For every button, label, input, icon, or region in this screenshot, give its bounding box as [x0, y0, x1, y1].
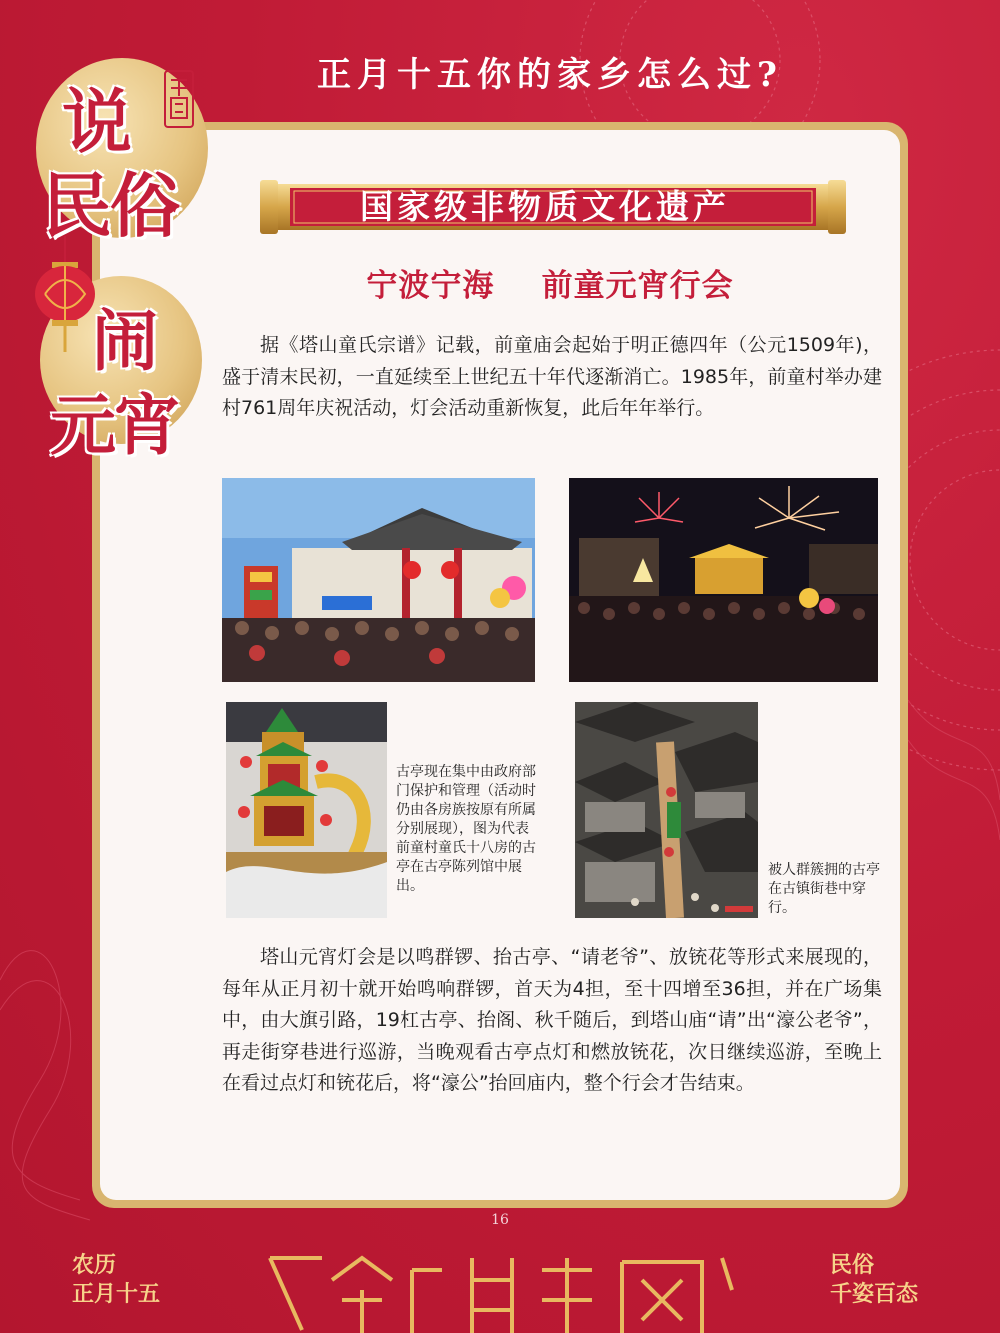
- lantern-icon: [30, 236, 100, 356]
- seal-stamp-icon: [164, 70, 194, 128]
- photo-aerial-rooftops: [575, 702, 758, 918]
- badge-text-shuo: 说: [62, 80, 130, 163]
- badge-text-yuanxiao: 元宵: [50, 386, 178, 464]
- caption-aerial-rooftops: 被人群簇拥的古亭在古镇街巷中穿行。: [768, 862, 880, 916]
- header-title: 正月十五你的家乡怎么过?: [317, 55, 783, 95]
- footer-left-line2: 正月十五: [72, 1282, 161, 1307]
- photo-temple-gate-crowd: [222, 478, 535, 682]
- photo-pavilion-exhibit: [226, 702, 387, 918]
- footer-right-text: [830, 1251, 918, 1309]
- article-paragraph-1: 据《塔山童氏宗谱》记载，前童庙会起始于明正德四年（公元1509年)，盛于清末民初，一直延续至上世纪五十年代逐渐消亡。1985年，前童村举办建村761周年庆祝活动，灯会活动重新恢复，此后年年举行。: [222, 334, 882, 419]
- article-title: 宁波宁海 前童元宵行会: [366, 268, 734, 304]
- footer-calligraphy-art: [262, 1250, 738, 1333]
- footer-left-text: [72, 1251, 160, 1309]
- photo-night-fireworks: [569, 478, 878, 682]
- footer-right-line2: 千姿百态: [830, 1282, 919, 1307]
- heritage-banner-text: 国家级非物质文化遗产: [360, 187, 730, 226]
- badge-text-minsu: 民俗: [42, 164, 178, 247]
- footer-left-line1: 农历: [72, 1253, 117, 1278]
- footer-right-line1: 民俗: [830, 1253, 875, 1278]
- caption-pavilion-exhibit: 古亭现在集中由政府部门保护和管理（活动时仍由各房族按原有所属分别展现），图为代表前童村童氏十八房的古亭在古亭陈列馆中展出。: [396, 764, 536, 894]
- article-paragraph-2: 塔山元宵灯会是以鸣群锣、抬古亭、“请老爷”、放铳花等形式来展现的，每年从正月初十就开始鸣响群锣，首天为4担，至十四增至36担，并在广场集中，由大旗引路，19杠古亭、抬阁、秋千随后，到塔山庙“请”出“濠公老爷”，再走街穿巷进行巡游，当晚观看古亭点灯和燃放铳花，次日继续巡游，至晚上在看过点灯和铳花后，将“濠公”抬回庙内，整个行会才告结束。: [222, 946, 882, 1094]
- badge-text-nao: 闹: [92, 302, 156, 380]
- page-number: 16: [491, 1212, 509, 1228]
